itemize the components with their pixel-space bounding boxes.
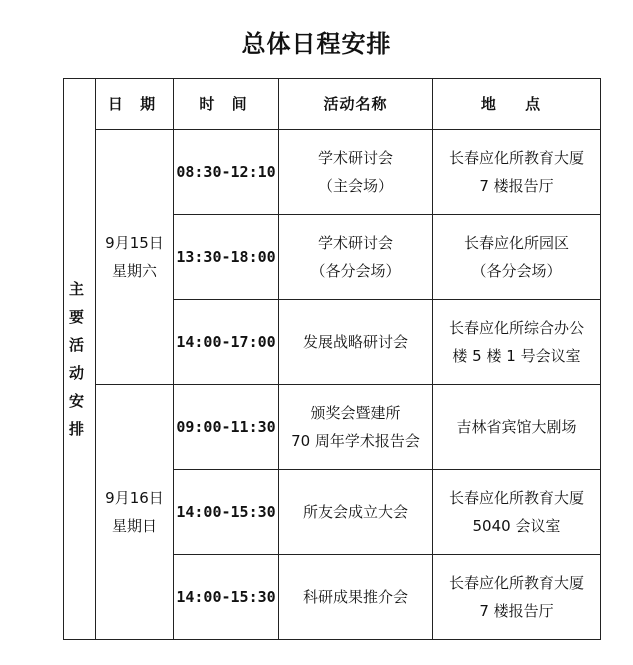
activity-cell: 学术研讨会 （主会场） — [279, 130, 433, 215]
side-label-char: 安 — [68, 392, 90, 410]
side-label-char: 主 — [68, 280, 90, 298]
time-cell: 14:00-15:30 — [174, 555, 279, 640]
table-row — [64, 130, 601, 215]
header-location: 地 点 — [433, 79, 601, 130]
header-row — [64, 79, 601, 130]
location-cell: 长春应化所教育大厦 7 楼报告厅 — [433, 130, 601, 215]
side-label-char: 排 — [68, 420, 90, 438]
location-cell: 长春应化所教育大厦 7 楼报告厅 — [433, 555, 601, 640]
time-cell: 13:30-18:00 — [174, 215, 279, 300]
schedule-table — [63, 78, 601, 640]
location-cell: 长春应化所园区 （各分会场） — [433, 215, 601, 300]
activity-cell: 科研成果推介会 — [279, 555, 433, 640]
date-cell: 9月16日 星期日 — [96, 385, 174, 640]
side-label-char: 要 — [68, 308, 90, 326]
header-date: 日 期 — [96, 79, 174, 130]
time-cell: 14:00-17:00 — [174, 300, 279, 385]
header-activity: 活动名称 — [279, 79, 433, 130]
page-title: 总体日程安排 — [241, 30, 392, 58]
activity-cell: 所友会成立大会 — [279, 470, 433, 555]
time-cell: 08:30-12:10 — [174, 130, 279, 215]
location-cell: 长春应化所综合办公 楼 5 楼 1 号会议室 — [433, 300, 601, 385]
side-label-char: 动 — [68, 364, 90, 382]
side-label-char: 活 — [68, 336, 90, 354]
header-time: 时 间 — [174, 79, 279, 130]
activity-cell: 学术研讨会 （各分会场） — [279, 215, 433, 300]
time-cell: 14:00-15:30 — [174, 470, 279, 555]
time-cell: 09:00-11:30 — [174, 385, 279, 470]
activity-cell: 颁奖会暨建所 70 周年学术报告会 — [279, 385, 433, 470]
side-label — [64, 79, 96, 640]
location-cell: 长春应化所教育大厦 5040 会议室 — [433, 470, 601, 555]
table-row — [64, 385, 601, 470]
location-cell: 吉林省宾馆大剧场 — [433, 385, 601, 470]
activity-cell: 发展战略研讨会 — [279, 300, 433, 385]
date-cell: 9月15日 星期六 — [96, 130, 174, 385]
